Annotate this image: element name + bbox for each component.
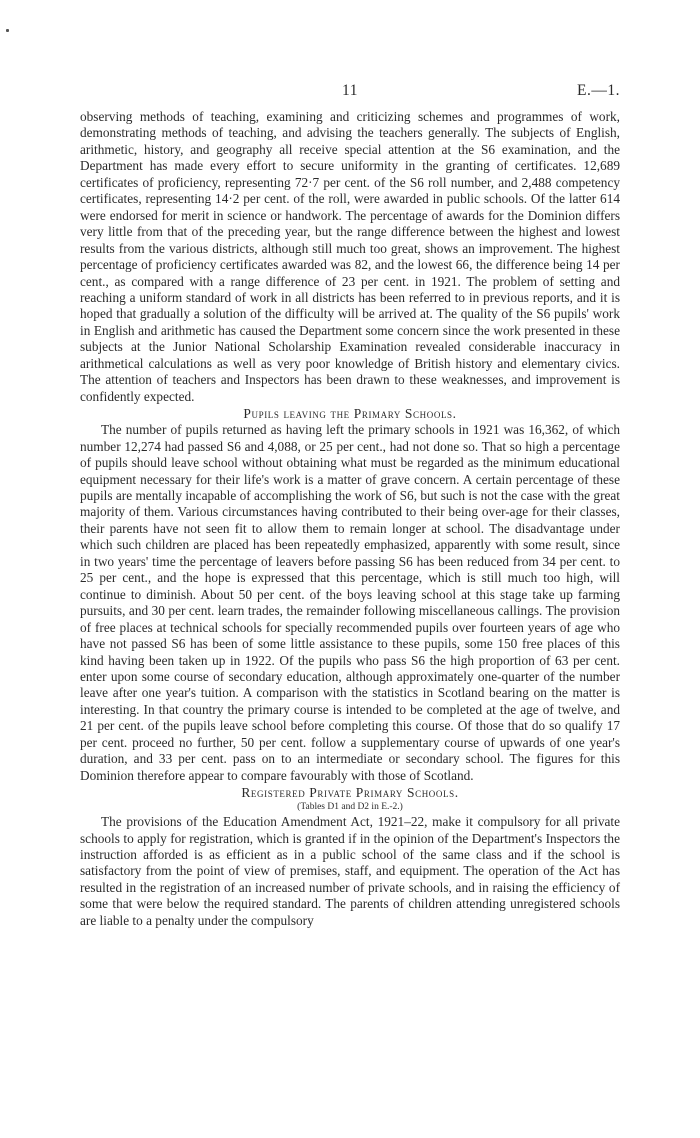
document-code: E.—1.: [577, 82, 620, 99]
page-header: [0, 82, 700, 104]
page-number: 11: [342, 82, 358, 99]
paragraph-continuation: observing methods of teaching, examining and criticizing schemes and programmes of work, demonstrating methods of teaching, and advising the teachers generally. The subjects of English, arithmetic, history, and geography all receive special attention at the S6 examination, and the Department has made every effort to secure uniformity in the granting of certificates. 12,689 certificates of proficiency, representing 72·7 per cent. of the S6 roll number, and 2,488 competency certificates, representing 14·2 per cent. of the roll, were awarded in public schools. Of the latter 614 were endorsed for merit in science or handwork. The percentage of awards for the Dominion differs very little from that of the preceding year, but the range difference between the highest and lowest results from the various districts, although still much too great, shows an improvement. The highest percentage of proficiency certificates awarded was 82, and the lowest 66, the difference being 14 per cent., as compared with a range difference of 23 per cent. in 1921. The problem of setting and reaching a uniform standard of work in all districts has been referred to in previous reports, and it is hoped that gradually a solution of the difficulty will be arrived at. The quality of the S6 pupils' work in English and arithmetic has caused the Department some concern since the work presented in these subjects at the Junior National Scholarship Examination revealed considerable inaccuracy in arithmetical calculations as well as very poor knowledge of British history and elementary civics. The attention of teachers and Inspectors has been drawn to these weaknesses, and improvement is confidently expected.: [80, 109, 620, 404]
paragraph-private-schools: The provisions of the Education Amendment Act, 1921–22, make it compulsory for all private schools to apply for registration, which is granted if in the opinion of the Department's Inspectors the instruction afforded is as efficient as in a public school of the same class and if the school is satisfactory from the point of view of premises, staff, and equipment. The operation of the Act has resulted in the registration of an increased number of private schools, and in raising the efficiency of some that were below the required standard. The parents of children attending unregistered schools are liable to a penalty under the compulsory: [80, 814, 620, 928]
section-subheading-tables: (Tables D1 and D2 in E.-2.): [297, 802, 403, 813]
body-text: [80, 109, 620, 929]
paragraph-pupils-leaving: The number of pupils returned as having left the primary schools in 1921 was 16,362, of which number 12,274 had passed S6 and 4,088, or 25 per cent., had not done so. That so high a percentage of pupils should leave school without obtaining what must be regarded as the minimum educational equipment necessary for their life's work is a matter of grave concern. A certain percentage of these pupils are mentally incapable of accomplishing the work of S6, but such is not the case with the great majority of them. Various circumstances having contributed to their being over-age for their classes, their parents have not seen fit to allow them to remain longer at school. The disadvantage under which such children are placed has been repeatedly emphasized, apparently with some result, since in two years' time the percentage of leavers before passing S6 has been reduced from 34 per cent. to 25 per cent., and the hope is expressed that this percentage, which is still much too high, will continue to diminish. About 50 per cent. of the boys leaving school at this stage take up farming pursuits, and 30 per cent. learn trades, the remainder following miscellaneous callings. The provision of free places at technical schools for specially recommended pupils over fourteen years of age who have not passed S6 has been of some little assistance to these pupils, some 150 free places of this kind having been taken up in 1922. Of the pupils who pass S6 the high proportion of 63 per cent. enter upon some course of secondary education, although approximately one-quarter of the number leave after one year's tuition. A comparison with the statistics in Scotland bearing on the matter is interesting. In that country the primary course is intended to be completed at the age of twelve, and 21 per cent. of the pupils leave school before completing this course. Of those that do so qualify 17 per cent. proceed no further, 50 per cent. follow a supplementary course of upwards of one year's duration, and 33 per cent. pass on to an intermediate or secondary school. The figures for this Dominion therefore appear to compare favourably with those of Scotland.: [80, 422, 620, 783]
section-heading-private-schools: Registered Private Primary Schools.: [241, 785, 459, 801]
scan-speck: [6, 29, 9, 32]
section-heading-pupils-leaving: Pupils leaving the Primary Schools.: [243, 406, 457, 422]
